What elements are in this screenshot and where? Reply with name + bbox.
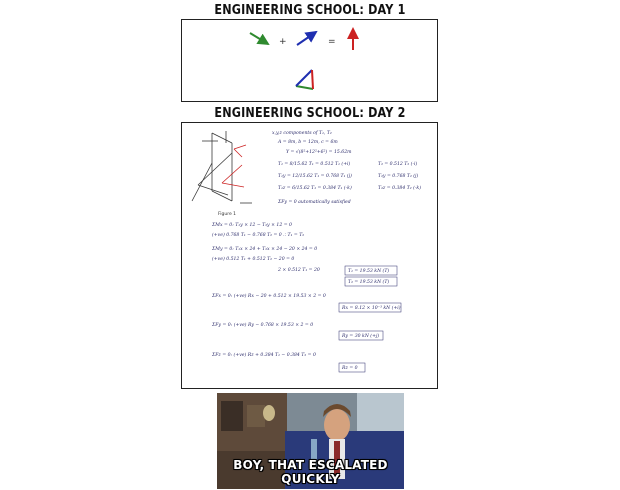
work-line: T₂ = 0.512 T₂ (-i) [378,162,418,167]
green-vector [250,33,268,44]
day1-panel [181,19,438,102]
work-line: ΣFx = 0: (+ve) Rx − 20 + 0.512 × 19.53 × 2 = 0 [212,294,326,299]
triangle-green-side [296,86,313,89]
work-line: A = 8m, b = 12m, c = 6m [278,140,338,145]
equals-sign: = [328,37,336,47]
work-line: ΣMy = 0: T₁x × 24 + T₂x × 24 − 20 × 24 = 0 [212,247,318,252]
blue-vector [297,32,316,45]
work-line: T₁y = 12/15.62 T₁ = 0.768 T₁ (j) [278,174,352,179]
vector-addition-diagram [182,20,439,103]
work-line: ΣFy = 0 automatically satisfied [278,200,351,205]
plus-sign: + [279,37,287,47]
work-line: T₁z = 6/15.62 T₁ = 0.384 T₁ (-k) [278,186,352,191]
work-line: Rz = 0 [342,366,358,371]
day1-heading: ENGINEERING SCHOOL: DAY 1 [214,3,406,18]
work-line: (+ve) 0.768 T₁ − 0.768 T₂ = 0 ∴ T₁ = T₂ [212,233,305,238]
engineering-worksheet [182,123,439,390]
handwritten-work [211,130,421,371]
work-line: Rx = 8.12 × 10⁻³ kN (+i) [342,306,401,311]
day2-heading: ENGINEERING SCHOOL: DAY 2 [214,106,406,121]
work-line: ΣMx = 0: T₁y × 12 − T₂y × 12 = 0 [212,223,292,228]
meme-caption: BOY, THAT ESCALATED QUICKLY [233,458,388,486]
work-line: ΣFz = 0: (+ve) Rz + 0.384 T₁ − 0.384 T₂ = 0 [212,353,316,358]
work-line: ΣFy = 0: (+ve) Ry − 0.768 × 19.53 × 2 = 0 [212,323,314,328]
work-line: (+ve) 0.512 T₁ + 0.512 T₂ − 20 = 0 [212,257,295,262]
meme-photo [217,393,404,489]
work-line: Ry = 30 kN (+j) [342,334,380,339]
structure-figure [192,131,252,203]
triangle-blue-side [296,70,312,86]
work-line: 2 × 0.512 T₁ = 20 [278,268,320,273]
work-line: T₁ = 19.53 kN (T) [348,269,390,274]
figure-label: Figure 1 [218,212,237,217]
work-line: T₂z = 0.384 T₂ (-k) [378,186,421,191]
work-line: Y = √(8²+12²+6²) = 15.62m [286,150,352,155]
work-line: x,y,z components of T₁, T₂ [272,131,332,136]
work-line: T₂y = 0.768 T₂ (j) [378,174,419,179]
work-line: T₁ = 8/15.62 T₁ = 0.512 T₁ (+i) [278,162,351,167]
work-line: T₂ = 19.53 kN (T) [348,280,390,285]
triangle-red-side [312,70,313,89]
day2-panel [181,122,438,389]
